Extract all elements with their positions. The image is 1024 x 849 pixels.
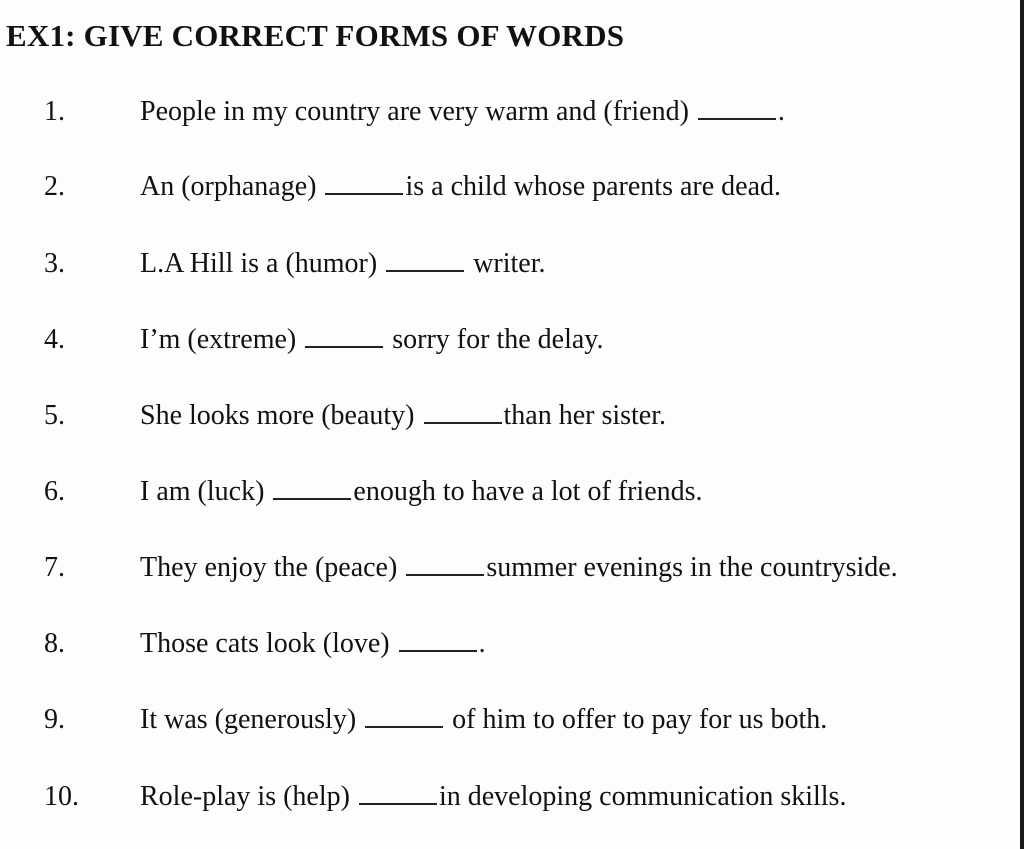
exercise-item-9 bbox=[0, 700, 1020, 740]
item-number: 7. bbox=[44, 552, 65, 583]
sentence-after-blank: enough to have a lot of friends. bbox=[353, 476, 703, 507]
sentence-after-blank: sorry for the delay. bbox=[385, 324, 604, 355]
sentence-after-blank: writer. bbox=[466, 248, 546, 279]
sentence-after-blank: . bbox=[777, 96, 785, 127]
item-sentence bbox=[140, 472, 703, 512]
sentence-before-blank: They enjoy the (peace) bbox=[140, 552, 405, 583]
exercise-item-7 bbox=[0, 548, 1020, 588]
item-sentence bbox=[140, 624, 486, 664]
sentence-after-blank: summer evenings in the countryside. bbox=[486, 552, 898, 583]
exercise-item-8 bbox=[0, 624, 1020, 664]
sentence-after-blank: is a child whose parents are dead. bbox=[405, 171, 782, 202]
exercise-item-5 bbox=[0, 396, 1020, 436]
sentence-after-blank: of him to offer to pay for us both. bbox=[445, 704, 828, 735]
item-number: 3. bbox=[44, 248, 65, 279]
item-sentence bbox=[140, 548, 898, 588]
exercise-title: EX1: GIVE CORRECT FORMS OF WORDS bbox=[6, 18, 625, 53]
item-sentence bbox=[140, 777, 846, 817]
item-sentence bbox=[140, 320, 603, 360]
item-sentence bbox=[140, 92, 785, 132]
exercise-item-10 bbox=[0, 777, 1020, 817]
answer-blank[interactable] bbox=[359, 802, 437, 805]
item-sentence bbox=[140, 244, 546, 284]
answer-blank[interactable] bbox=[325, 192, 403, 195]
sentence-after-blank: than her sister. bbox=[503, 400, 667, 431]
sentence-before-blank: She looks more (beauty) bbox=[140, 400, 422, 431]
item-number: 1. bbox=[44, 96, 65, 127]
item-sentence bbox=[140, 700, 827, 740]
sentence-after-blank: in developing communication skills. bbox=[438, 781, 847, 812]
sentence-before-blank: People in my country are very warm and (friend) bbox=[140, 96, 696, 127]
sentence-before-blank: Role-play is (help) bbox=[140, 781, 357, 812]
item-sentence bbox=[140, 396, 666, 436]
item-number: 5. bbox=[44, 400, 65, 431]
sentence-before-blank: I’m (extreme) bbox=[140, 324, 304, 355]
answer-blank[interactable] bbox=[365, 725, 443, 728]
exercise-item-4 bbox=[0, 320, 1020, 360]
exercise-item-3 bbox=[0, 244, 1020, 284]
item-sentence bbox=[140, 167, 781, 207]
item-number: 10. bbox=[44, 781, 79, 812]
sentence-before-blank: L.A Hill is a (humor) bbox=[140, 248, 385, 279]
answer-blank[interactable] bbox=[305, 345, 383, 348]
item-number: 8. bbox=[44, 628, 65, 659]
sentence-before-blank: Those cats look (love) bbox=[140, 628, 397, 659]
page-edge-line bbox=[1020, 0, 1024, 849]
exercise-item-2 bbox=[0, 167, 1020, 207]
answer-blank[interactable] bbox=[273, 497, 351, 500]
answer-blank[interactable] bbox=[424, 421, 502, 424]
exercise-item-1 bbox=[0, 92, 1020, 132]
answer-blank[interactable] bbox=[406, 573, 484, 576]
item-number: 2. bbox=[44, 171, 65, 202]
exercise-item-6 bbox=[0, 472, 1020, 512]
item-number: 9. bbox=[44, 704, 65, 735]
answer-blank[interactable] bbox=[698, 117, 776, 120]
sentence-before-blank: It was (generously) bbox=[140, 704, 364, 735]
answer-blank[interactable] bbox=[399, 649, 477, 652]
answer-blank[interactable] bbox=[386, 269, 464, 272]
item-number: 6. bbox=[44, 476, 65, 507]
sentence-before-blank: An (orphanage) bbox=[140, 171, 324, 202]
sentence-after-blank: . bbox=[478, 628, 486, 659]
item-number: 4. bbox=[44, 324, 65, 355]
sentence-before-blank: I am (luck) bbox=[140, 476, 272, 507]
